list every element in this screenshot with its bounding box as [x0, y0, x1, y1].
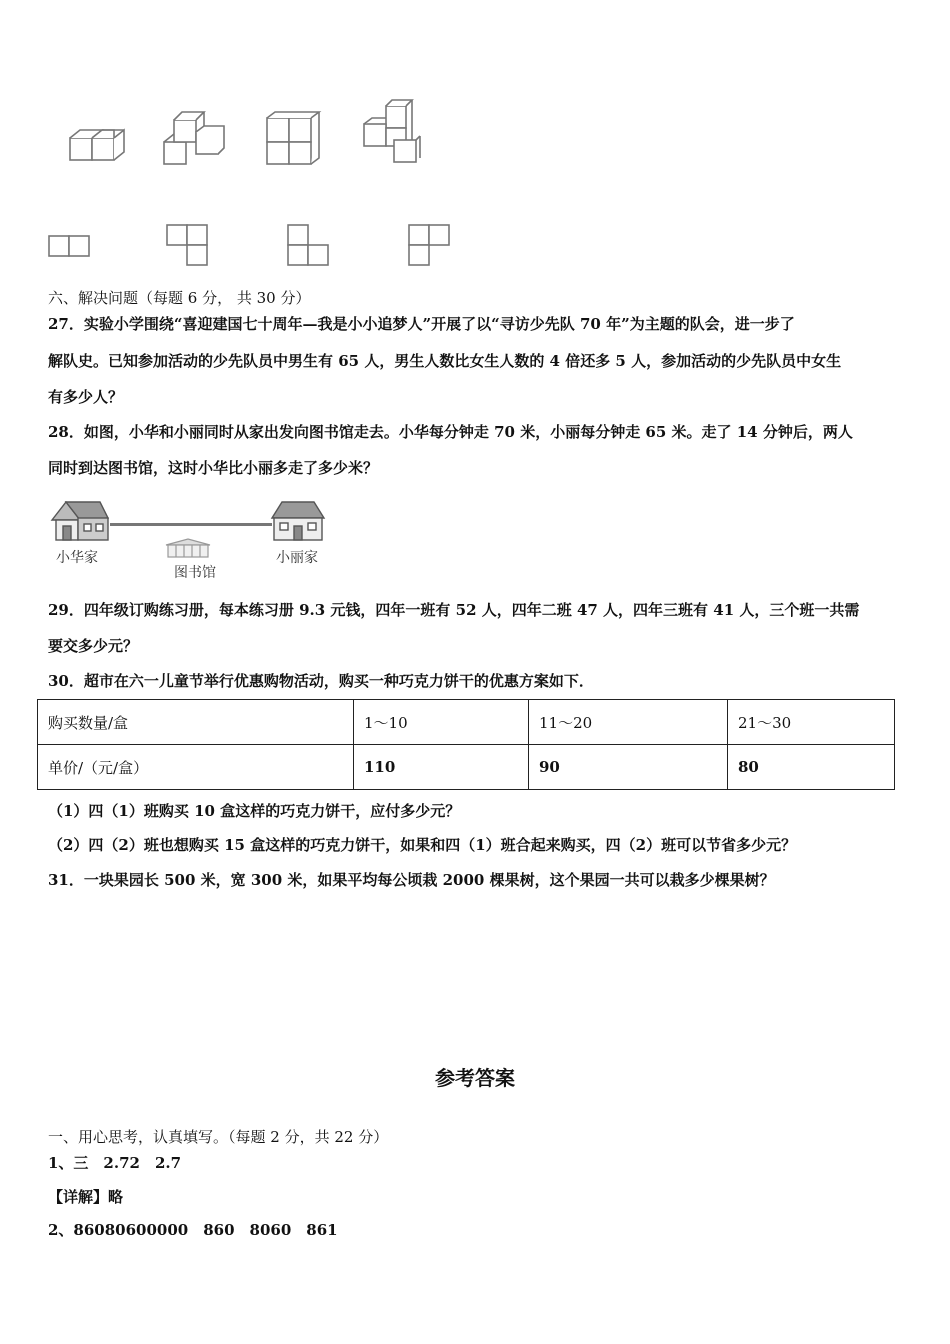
- house-xiaohua-icon: [50, 498, 112, 542]
- answers-title: 参考答案: [435, 1066, 515, 1090]
- q30-line1: 30．超市在六一儿童节举行优惠购物活动，购买一种巧克力饼干的优惠方案如下．: [48, 672, 594, 690]
- view-4: [408, 224, 454, 270]
- q28-line1: 28．如图，小华和小丽同时从家出发向图书馆走去。小华每分钟走 70 米，小丽每分钟走 65 米。走了 14 分钟后，两人: [48, 423, 853, 441]
- answer-2: 2、86080600000 860 8060 861: [48, 1221, 338, 1239]
- cube-solid-1: [68, 120, 128, 165]
- q27-line3: 有多少人？: [48, 388, 124, 406]
- answer-1-detail: 【详解】略: [48, 1188, 124, 1206]
- distance-line: [110, 523, 272, 526]
- view-3: [287, 224, 333, 270]
- label-xiaohua-home: 小华家: [56, 550, 98, 566]
- table-row: [38, 745, 895, 790]
- q31-line1: 31．一块果园长 500 米，宽 300 米，如果平均每公顷栽 2000 棵果树，这个果园一共可以栽多少棵果树？: [48, 871, 775, 889]
- cube-solid-3: [265, 110, 325, 170]
- library-icon: [162, 537, 214, 561]
- table-cell: 90: [529, 745, 728, 790]
- house-xiaoli-icon: [268, 498, 328, 542]
- table-cell: 单价/（元/盒）: [38, 745, 354, 790]
- q29-line1: 29．四年级订购练习册，每本练习册 9.3 元钱，四年一班有 52 人，四年二班 47 人，四年三班有 41 人，三个班一共需: [48, 601, 860, 619]
- table-cell: 21～30: [728, 700, 895, 745]
- table-cell: 11～20: [529, 700, 728, 745]
- table-cell: 购买数量/盒: [38, 700, 354, 745]
- q27-line1: 27．实验小学围绕“喜迎建国七十周年—我是小小追梦人”开展了以“寻访少先队 70 年”为主题的队会，进一步了: [48, 315, 795, 333]
- view-1: [48, 235, 92, 259]
- q29-line2: 要交多少元？: [48, 637, 139, 655]
- q30-sub2: （2）四（2）班也想购买 15 盒这样的巧克力饼干，如果和四（1）班合起来购买，四（2）班可以节省多少元？: [48, 836, 797, 854]
- q30-sub1: （1）四（1）班购买 10 盒这样的巧克力饼干，应付多少元？: [48, 802, 461, 820]
- cube-solid-4: [358, 100, 428, 166]
- table-cell: 80: [728, 745, 895, 790]
- table-row: [38, 700, 895, 745]
- q28-line2: 同时到达图书馆，这时小华比小丽多走了多少米？: [48, 459, 379, 477]
- price-table: [37, 699, 895, 790]
- cube-solid-2: [162, 108, 227, 170]
- label-library: 图书馆: [174, 565, 216, 581]
- answers-section1: 一、用心思考，认真填写。（每题 2 分，共 22 分）: [48, 1128, 389, 1146]
- section6-header: 六、解决问题（每题 6 分， 共 30 分）: [48, 289, 311, 307]
- answer-1: 1、三 2.72 2.7: [48, 1154, 182, 1172]
- label-xiaoli-home: 小丽家: [276, 550, 318, 566]
- table-cell: 110: [354, 745, 529, 790]
- view-2: [166, 224, 212, 270]
- q27-line2: 解队史。已知参加活动的少先队员中男生有 65 人，男生人数比女生人数的 4 倍还多 5 人，参加活动的少先队员中女生: [48, 352, 842, 370]
- table-cell: 1～10: [354, 700, 529, 745]
